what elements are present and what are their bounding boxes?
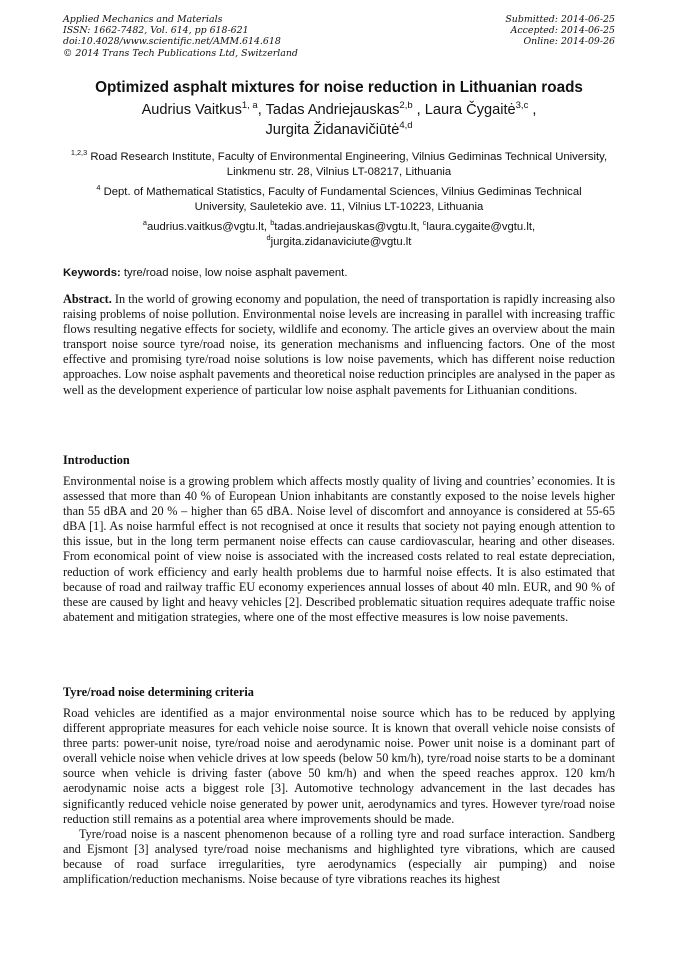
section-heading-tyre-road-noise: Tyre/road noise determining criteria [63,685,254,699]
author: Laura Čygaitė$^{3,c}$ , [424,100,537,118]
author: Tadas Andriejauskas$^{2,b}$ , [265,100,425,118]
introduction-body [63,474,615,625]
email-link[interactable]: laura.cygaite@vgtu.lt, [426,221,536,233]
section-heading-introduction: Introduction [63,453,130,467]
abstract [63,292,615,398]
email-link[interactable]: audrius.vaitkus@vgtu.lt, [146,221,271,233]
date-accepted: Accepted: 2014-06-25 [510,25,615,37]
author: Audrius Vaitkus$^{1, a}$, [141,100,266,118]
keywords [63,266,615,281]
author-list [40,100,638,140]
email-link[interactable]: jurgita.zidanaviciute@vgtu.lt [270,236,412,248]
journal-header [63,14,615,64]
author-emails: $^a$audrius.vaitkus@vgtu.lt, $^b$tadas.andriejauskas@vgtu.lt, $^c$laura.cygaite@vgtu.lt, $^d$jurgita.zidanaviciute@vgtu.lt [142,218,536,248]
paragraph: Environmental noise is a growing problem which affects mostly quality of living and countries’ economies. It is assessed that more than 40 % of European Union inhabitants are constantly exposed to the noise levels higher than 55 dBA and 20 % – higher than 65 dBA. Noise level of discomfort and annoyance is considered at 55-65 dBA [1]. As noise harmful effect is not recognised at once it results that society not paying enough attention to this issue, but in the long term permanent noise effects can cause cardiovascular, hearing and other diseases. From economical point of view noise is associated with the increased costs related to real estate depreciation, reduction of work efficiency and early health problems due to harmful noise effects. It is also estimated that because of road and railway traffic EU economy experiences annual losses of about 40 mln. EUR, and 90 % of these are caused by light and heavy vehicles [2]. Described problematic situation requires adequate traffic noise abatement and mitigation strategies, where one of the most effective measures is low noise pavements. [63,474,615,624]
keywords-text: tyre/road noise, low noise asphalt pavement. [120,267,348,279]
email-link[interactable]: tadas.andriejauskas@vgtu.lt, [274,221,423,233]
affiliation-1: $^{1,2,3}$ Road Research Institute, Faculty of Environmental Engineering, Vilnius Gediminas Technical University, Linkmenu str. 28, Vilnius LT-08217, Lithuania [70,148,608,178]
paragraph: Road vehicles are identified as a major environmental noise source which has to be reduced by applying different appropriate measures for each vehicle noise source. It is known that overall vehicle noise consists of three parts: power-unit noise, tyre/road noise and aerodynamic noise. Power unit noise is a dominant part of overall vehicle noise when vehicle drives at low speeds (below 50 km/h), tyre/road noise starts to be a dominant source when vehicle is driving faster (above 50 km/h) and when the speed reaches approx. 120 km/h aerodynamic noise acts a biggest role [3]. Automotive technology advancement in the last decades has significantly reduced vehicle noise generated by power unit, aerodynamics and tyres. However tyre/road noise reduction still remains as a potential area where improvements should be made. [63,706,615,826]
keywords-label: Keywords: [63,267,121,279]
journal-name: Applied Mechanics and Materials [63,14,223,25]
journal-info [63,14,298,59]
author: Jurgita Židanavičiūtė$^{4,d}$ [265,120,413,138]
paragraph: Tyre/road noise is a nascent phenomenon because of a rolling tyre and road surface interaction. Sandberg and Ejsmont [3] analysed tyre/road noise mechanisms and highlighted tyre vibrations, which are caused because of road surface irregularities, tyre aerodynamics (especially air pumping) and noise amplification/reduction mechanisms. Noise because of tyre vibrations reaches its highest [63,826,615,887]
journal-copyright: © 2014 Trans Tech Publications Ltd, Switzerland [63,47,298,59]
date-online: Online: 2014-09-26 [523,36,615,48]
tyre-road-noise-body [63,706,615,887]
abstract-label: Abstract. [63,292,112,306]
paper-title: Optimized asphalt mixtures for noise reduction in Lithuanian roads [95,79,583,96]
affiliation-2: $^4$ Dept. of Mathematical Statistics, Faculty of Fundamental Sciences, Vilnius Gediminas Technical University, Sauletekio ave. 11, Vilnius LT-10223, Lithuania [96,183,582,213]
abstract-text: In the world of growing economy and population, the need of transportation is rapidly increasing also raising problems of noise pollution. Environmental noise levels are increasing in parallel with increasing traffic flows resulting negative effects for society, wildlife and economy. The article gives an overview about the main transport noise source tyre/road noise, its generation mechanisms and influencing factors. One of the most effective and promising tyre/road noise solutions is low noise pavements, which has different noise reduction approaches. Low noise asphalt pavements and theoretical noise reduction principles are analysed in the paper as well as the development experience of particular low noise asphalt pavements for Lithuanian conditions. [63,292,615,397]
journal-doi: doi:10.4028/www.scientific.net/AMM.614.618 [63,36,281,48]
journal-issn: ISSN: 1662-7482, Vol. 614, pp 618-621 [63,25,249,37]
publication-dates [505,14,615,48]
date-submitted: Submitted: 2014-06-25 [505,14,615,25]
